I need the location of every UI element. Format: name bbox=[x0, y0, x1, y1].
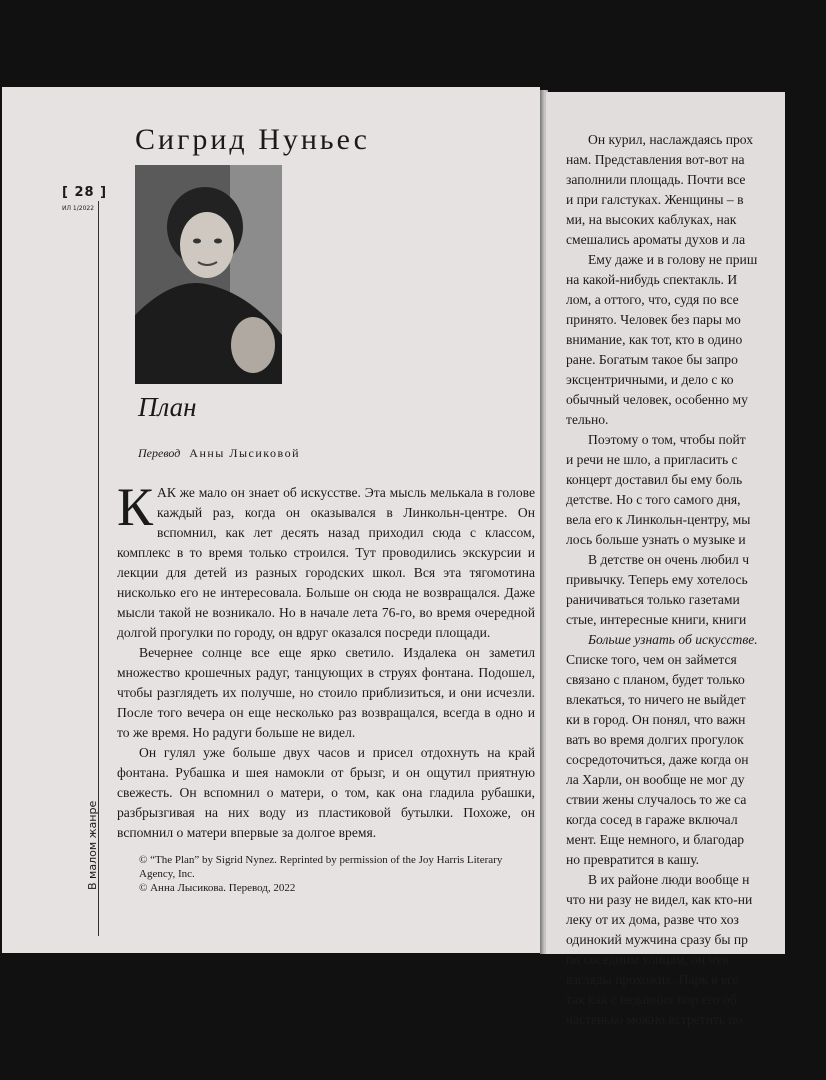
text-line: В детстве он очень любил ч bbox=[588, 552, 750, 567]
text-line: на какой-нибудь спектакль. И bbox=[566, 272, 738, 287]
text-line: сосредоточиться, даже когда он bbox=[566, 752, 749, 767]
text-line: вела его к Линкольн-центру, мы bbox=[566, 512, 751, 527]
text-line: ми, на высоких каблуках, нак bbox=[566, 212, 737, 227]
issue-code: ИЛ 1/2022 bbox=[62, 205, 95, 212]
text-line: заполнили площадь. Почти все bbox=[566, 172, 746, 187]
translator-name: Анны Лысиковой bbox=[189, 446, 301, 460]
text-line: концерт доставил бы ему боль bbox=[566, 472, 743, 487]
text-line: эксцентричными, и дело с ко bbox=[566, 372, 734, 387]
text-line: детстве. Но с того самого дня, bbox=[566, 492, 741, 507]
text-line: обычный человек, особенно му bbox=[566, 392, 748, 407]
section-label: В малом жанре bbox=[86, 800, 99, 890]
paragraph: КАК же мало он знает об искусстве. Эта мысль мелькала в голове каждый раз, когда он оказывался в Линкольн-центре. Он вспомнил, как лет десять назад приходил сюда с классом, комплекс в то время только строился. Тут проводились экскурсии и лекции для детей из разных городских школ. Вся эта тягомотина нисколько его не интересовала. Больше он сюда не возвращался. Даже мысли такой не возникало. Но в начале лета 76-го, во время очередной долгой прогулки по городу, он вдруг оказался посреди площади. bbox=[117, 477, 535, 640]
text-line: раничиваться только газетами bbox=[566, 592, 740, 607]
text-line: что ни разу не видел, как кто-ни bbox=[566, 892, 753, 907]
story-body bbox=[117, 477, 535, 843]
story-title: План bbox=[138, 392, 197, 422]
text-line: когда сосед в гараже включал bbox=[566, 812, 738, 827]
text-line: связано с планом, будет только bbox=[566, 672, 745, 687]
author-name: Сигрид Нуньес bbox=[135, 123, 370, 156]
text-line: ки в город. Он понял, что важн bbox=[566, 712, 746, 727]
translator-label: Перевод bbox=[138, 446, 181, 460]
text-line: вать во время долгих прогулок bbox=[566, 732, 744, 747]
text-line: привычку. Теперь ему хотелось bbox=[566, 572, 748, 587]
text-line: так как с недавних пор его об bbox=[566, 992, 737, 1007]
text-line: В их районе люди вообще н bbox=[588, 872, 750, 887]
text-line: нам. Представления вот-вот на bbox=[566, 152, 745, 167]
author-photo bbox=[135, 165, 282, 384]
text-line: частенько можно встретить по bbox=[566, 1012, 743, 1027]
text-line: Он курил, наслаждаясь прох bbox=[588, 132, 754, 147]
copyright-credits bbox=[139, 853, 539, 895]
text-line: Списке того, чем он займется bbox=[566, 652, 737, 667]
paragraph: Он гулял уже больше двух часов и присел отдохнуть на край фонтана. Рубашка и шея намокли от брызг, и он ощутил приятную свежесть. Он вспомнил о матери, о том, как она гладила рубашки, разбрызгивая на них воду из пластиковой бутылки. Похоже, он вспомнил о матери впервые за долгое время. bbox=[117, 745, 535, 840]
page-number: [ 28 ] bbox=[62, 185, 108, 200]
text-line: Ему даже и в голову не приш bbox=[588, 252, 758, 267]
credit-line: Agency, Inc. bbox=[139, 868, 195, 880]
text-line: одинокий мужчина сразу бы пр bbox=[566, 932, 748, 947]
right-page bbox=[546, 92, 785, 1027]
text-line: принято. Человек без пары мо bbox=[566, 312, 741, 327]
text-line: но превратится в кашу. bbox=[566, 852, 700, 867]
text-line: лом, а оттого, что, судя по все bbox=[566, 292, 739, 307]
text-line: леку от их дома, разве что хоз bbox=[566, 912, 739, 927]
credit-line: © “The Plan” by Sigrid Nynez. Reprinted by permission of the Joy Harris Literary bbox=[139, 854, 503, 866]
text-line: внимание, как тот, кто в одино bbox=[566, 332, 743, 347]
left-page bbox=[2, 87, 540, 953]
credit-line: © Анна Лысикова. Перевод, 2022 bbox=[139, 882, 296, 894]
text-line: тельно. bbox=[566, 412, 609, 427]
right-page-text bbox=[566, 130, 826, 1030]
text-line: лось больше узнать о музыке и bbox=[566, 532, 746, 547]
paragraph: Вечернее солнце все еще ярко светило. Издалека он заметил множество крошечных радуг, танцующих в струях фонтана. Подошел, чтобы разглядеть их получше, но стоило приблизиться, и они исчезли. После того вечера он еще несколько раз возвращался, всегда в одно и то же время. Но радуги больше не видел. bbox=[117, 645, 535, 740]
text-line: стые, интересные книги, книги bbox=[566, 612, 747, 627]
text-line: и речи не шло, а пригласить с bbox=[566, 452, 738, 467]
text-line: ла Харли, он вообще не мог ду bbox=[566, 772, 745, 787]
text-line: влекаться, то ничего не выйдет bbox=[566, 692, 746, 707]
translator-line bbox=[138, 446, 300, 461]
drop-cap: К bbox=[117, 477, 154, 537]
text-line: Поэтому о том, чтобы пойт bbox=[588, 432, 746, 447]
text-line: Больше узнать об искусстве. bbox=[588, 632, 758, 647]
text-line: смешались ароматы духов и ла bbox=[566, 232, 746, 247]
text-line: и при галстуках. Женщины – в bbox=[566, 192, 744, 207]
text-line: мент. Еще немного, и благодар bbox=[566, 832, 745, 847]
text-line: ствии жены случалось то же са bbox=[566, 792, 747, 807]
text-line: по соседним улицам, он чув bbox=[566, 952, 729, 967]
text-line: взгляды прохожих. Парк в его bbox=[566, 972, 740, 987]
text-line: ране. Богатым такое бы запро bbox=[566, 352, 738, 367]
